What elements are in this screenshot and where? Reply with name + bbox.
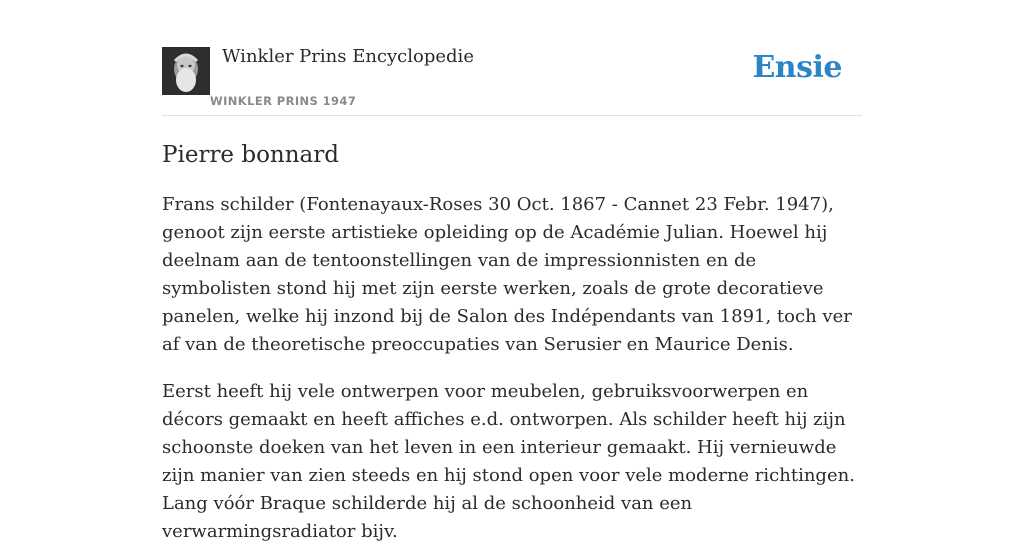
brand-logo[interactable]: Ensie [752, 50, 842, 85]
page [162, 0, 862, 542]
article-title: Pierre bonnard [162, 142, 339, 168]
site-name[interactable]: Winkler Prins Encyclopedie [222, 46, 474, 67]
article-body [162, 191, 862, 546]
portrait-icon [162, 47, 210, 95]
site-subtitle: WINKLER PRINS 1947 [210, 94, 357, 108]
site-header [162, 0, 862, 116]
article-paragraph: Frans schilder (Fontenayaux-Roses 30 Oct. 1867 - Cannet 23 Febr. 1947), genoot zijn eerste artistieke opleiding op de Académie Julian. Hoewel hij deelnam aan de tentoonstellingen van de impressionnisten en de symbolisten stond hij met zijn eerste werken, zoals de grote decoratieve panelen, welke hij inzond bij de Salon des Indépendants van 1891, toch ver af van de theoretische preoccupaties van Serusier en Maurice Denis. [162, 194, 852, 355]
author-avatar[interactable] [162, 47, 210, 95]
article-paragraph: Eerst heeft hij vele ontwerpen voor meubelen, gebruiksvoorwerpen en décors gemaakt en heeft affiches e.d. ontworpen. Als schilder heeft hij zijn schoonste doeken van het leven in een interieur gemaakt. Hij vernieuwde zijn manier van zien steeds en hij stond open voor vele moderne richtingen. Lang vóór Braque schilderde hij al de schoonheid van een verwarmingsradiator bijv. [162, 381, 855, 542]
